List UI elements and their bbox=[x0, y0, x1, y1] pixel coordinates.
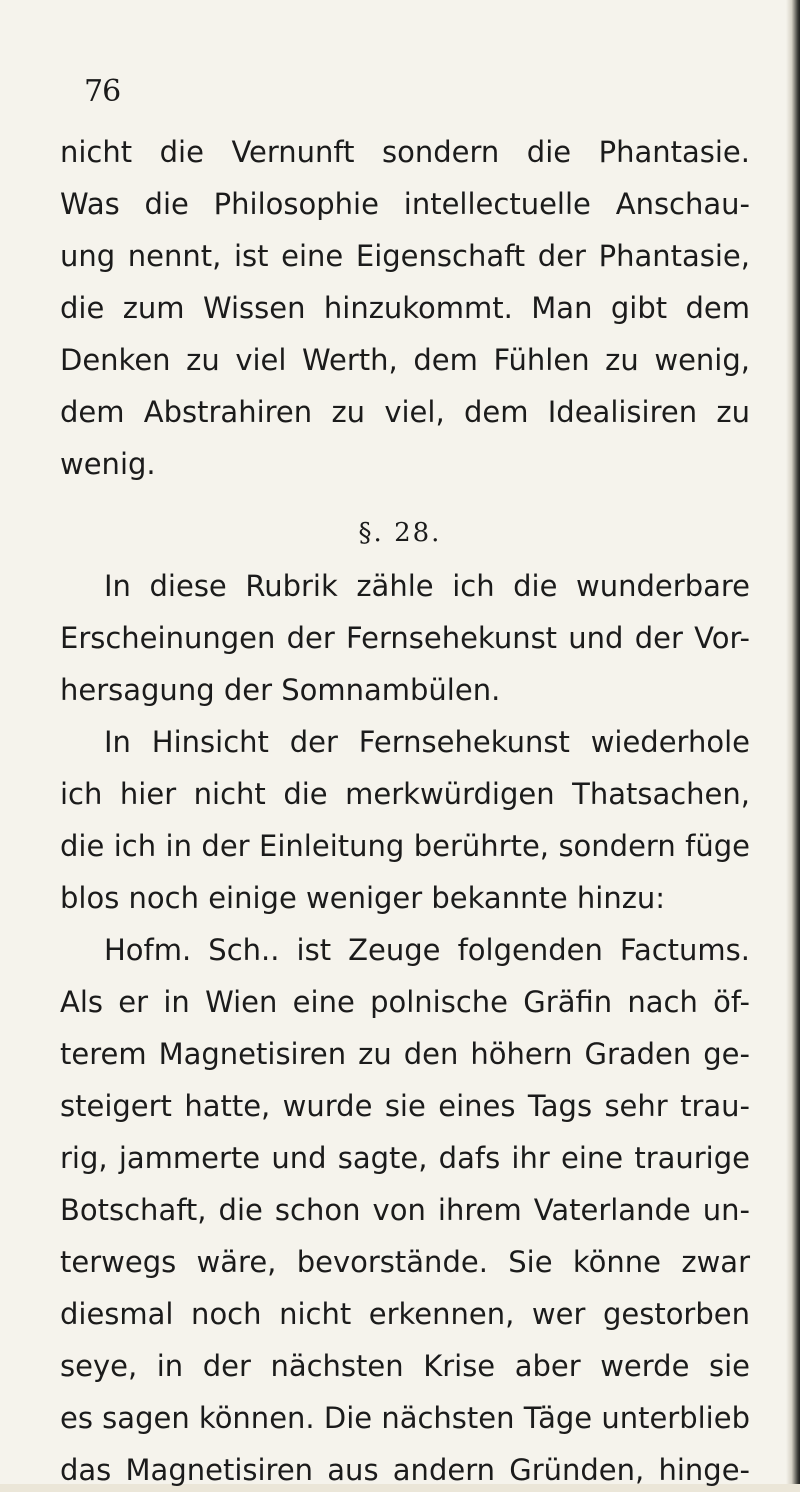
text-line: hersagung der Somnambülen. bbox=[60, 673, 501, 707]
text-line: nicht die Vernunft sondern die Phantasie. bbox=[60, 135, 750, 169]
page-number: 76 bbox=[84, 74, 121, 109]
text-line: dem Abstrahiren zu viel, dem Idealisiren zu bbox=[60, 395, 750, 429]
text-line: das Magnetisiren aus andern Gründen, hinge- bbox=[60, 1453, 750, 1487]
text-line: Botschaft, die schon von ihrem Vaterlande un- bbox=[60, 1193, 750, 1227]
text-line: ung nennt, ist eine Eigenschaft der Phantasie, bbox=[60, 239, 750, 273]
page-edge-shadow bbox=[786, 0, 800, 1484]
text-line: In diese Rubrik zähle ich die wunderbare bbox=[104, 569, 750, 603]
text-line: In Hinsicht der Fernsehekunst wiederhole bbox=[104, 725, 750, 759]
text-line: Erscheinungen der Fernsehekunst und der Vor- bbox=[60, 621, 750, 655]
text-line: steigert hatte, wurde sie eines Tags sehr trau- bbox=[60, 1089, 750, 1123]
text-line: wenig. bbox=[60, 447, 156, 481]
text-line: Als er in Wien eine polnische Gräfin nach öf- bbox=[60, 985, 750, 1019]
text-line: es sagen können. Die nächsten Täge unterblieb bbox=[60, 1401, 750, 1435]
text-line: blos noch einige weniger bekannte hinzu: bbox=[60, 881, 666, 915]
text-line: die ich in der Einleitung berührte, sondern füge bbox=[60, 829, 750, 863]
text-line: die zum Wissen hinzukommt. Man gibt dem bbox=[60, 291, 750, 325]
text-line: Denken zu viel Werth, dem Fühlen zu wenig, bbox=[60, 343, 750, 377]
section-heading: §. 28. bbox=[358, 518, 442, 548]
text-line: ich hier nicht die merkwürdigen Thatsachen, bbox=[60, 777, 750, 811]
text-line: rig, jammerte und sagte, dafs ihr eine traurige bbox=[60, 1141, 750, 1175]
text-line: seye, in der nächsten Krise aber werde sie bbox=[60, 1349, 750, 1383]
text-line: Hofm. Sch.. ist Zeuge folgenden Factums. bbox=[104, 933, 750, 967]
text-line: terem Magnetisiren zu den höhern Graden ge- bbox=[60, 1037, 750, 1071]
text-line: terwegs wäre, bevorstände. Sie könne zwar bbox=[60, 1245, 750, 1279]
text-line: Was die Philosophie intellectuelle Anschau- bbox=[60, 187, 750, 221]
text-line: diesmal noch nicht erkennen, wer gestorben bbox=[60, 1297, 750, 1331]
